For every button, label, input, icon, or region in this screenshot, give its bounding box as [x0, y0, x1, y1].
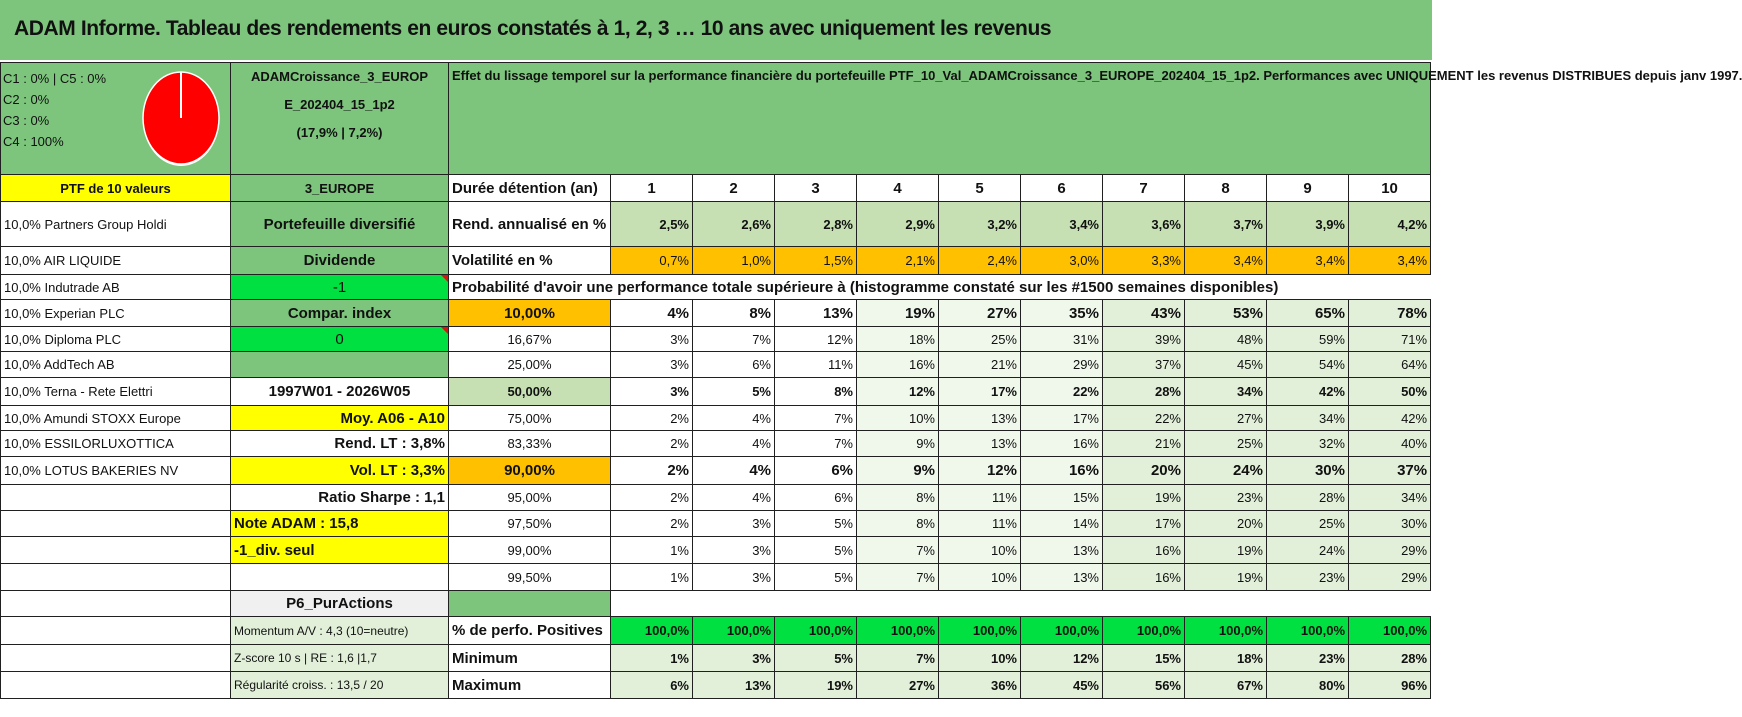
value-cell: 28%: [1349, 645, 1431, 672]
value-cell: 23%: [1185, 485, 1267, 511]
value-cell: 100,0%: [611, 617, 693, 645]
value-cell: 19%: [1185, 564, 1267, 591]
empty-cell: [1, 485, 231, 511]
value-cell: 48%: [1185, 327, 1267, 352]
value-cell: 9%: [857, 431, 939, 457]
returns-table: [0, 62, 1742, 699]
holding-item: 10,0% Experian PLC: [1, 300, 231, 327]
note-label: Note ADAM : 15,8: [231, 511, 449, 537]
legend-c3: C3 : 0%: [3, 112, 50, 128]
empty-cell: [1, 645, 231, 672]
empty-cell: [611, 591, 1431, 617]
empty-cell: [1, 537, 231, 564]
value-cell: 21%: [939, 352, 1021, 378]
empty-cell: [231, 352, 449, 378]
table-row: [1, 300, 1431, 327]
value-cell: 30%: [1349, 511, 1431, 537]
table-row: [1, 327, 1431, 352]
year-header: 9: [1267, 175, 1349, 202]
value-cell: 19%: [1185, 537, 1267, 564]
value-cell: 42%: [1267, 378, 1349, 406]
value-cell: 3%: [693, 511, 775, 537]
compar-value: 0: [231, 327, 449, 352]
value-cell: 21%: [1103, 431, 1185, 457]
value-cell: 6%: [693, 352, 775, 378]
description-cell: Effet du lissage temporel sur la performance financière du portefeuille PTF_10_Val_ADAMCroissance_3_EUROPE_202404_15_1p2. Performances avec UNIQUEMENT les revenus DISTRIBUES depuis janv 1997.: [449, 63, 1431, 175]
value-cell: 16%: [1103, 537, 1185, 564]
value-cell: 100,0%: [775, 617, 857, 645]
value-cell: 65%: [1267, 300, 1349, 327]
value-cell: 10%: [939, 564, 1021, 591]
value-cell: 5%: [775, 564, 857, 591]
moy-label: Moy. A06 - A10: [231, 406, 449, 431]
value-cell: 100,0%: [1021, 617, 1103, 645]
value-cell: 25%: [1185, 431, 1267, 457]
value-cell: 78%: [1349, 300, 1431, 327]
vol-lt-label: Vol. LT : 3,3%: [231, 457, 449, 485]
value-cell: 3,6%: [1103, 202, 1185, 247]
value-cell: 1%: [611, 564, 693, 591]
value-cell: 27%: [857, 672, 939, 699]
table-row: [1, 485, 1431, 511]
value-cell: 67%: [1185, 672, 1267, 699]
value-cell: 16%: [1021, 431, 1103, 457]
value-cell: 20%: [1103, 457, 1185, 485]
allocation-pie-chart: [141, 68, 223, 168]
div-seul-label: -1_div. seul: [231, 537, 449, 564]
value-cell: 13%: [1021, 537, 1103, 564]
value-cell: 37%: [1349, 457, 1431, 485]
year-header: 10: [1349, 175, 1431, 202]
value-cell: 19%: [1103, 485, 1185, 511]
fund-stats: (17,9% | 7,2%): [296, 125, 383, 140]
period-label: 1997W01 - 2026W05: [231, 378, 449, 406]
duration-label: Durée détention (an): [449, 175, 611, 202]
fund-name-cell: [231, 63, 449, 175]
value-cell: 8%: [857, 511, 939, 537]
probability-threshold: 95,00%: [449, 485, 611, 511]
value-cell: 19%: [775, 672, 857, 699]
zscore-label: Z-score 10 s | RE : 1,6 |1,7: [231, 645, 449, 672]
year-header: 2: [693, 175, 775, 202]
value-cell: 100,0%: [939, 617, 1021, 645]
value-cell: 2,5%: [611, 202, 693, 247]
value-cell: 16%: [1021, 457, 1103, 485]
empty-cell: [1, 591, 231, 617]
value-cell: 2,1%: [857, 247, 939, 275]
regularite-label: Régularité croiss. : 13,5 / 20: [231, 672, 449, 699]
probability-threshold: 99,50%: [449, 564, 611, 591]
value-cell: 23%: [1267, 564, 1349, 591]
value-cell: 2%: [611, 511, 693, 537]
holding-item: 10,0% Partners Group Holdi: [1, 202, 231, 247]
value-cell: 1%: [611, 645, 693, 672]
value-cell: 32%: [1267, 431, 1349, 457]
value-cell: 5%: [775, 537, 857, 564]
value-cell: 28%: [1267, 485, 1349, 511]
value-cell: 2%: [611, 457, 693, 485]
value-cell: 34%: [1267, 406, 1349, 431]
value-cell: 25%: [1267, 511, 1349, 537]
value-cell: 14%: [1021, 511, 1103, 537]
value-cell: 1,5%: [775, 247, 857, 275]
value-cell: 3%: [693, 537, 775, 564]
table-row: [1, 275, 1431, 300]
value-cell: 23%: [1267, 645, 1349, 672]
legend-c1-c5: C1 : 0% | C5 : 0%: [3, 70, 107, 86]
value-cell: 7%: [775, 431, 857, 457]
value-cell: 6%: [611, 672, 693, 699]
compar-label: Compar. index: [231, 300, 449, 327]
value-cell: 12%: [857, 378, 939, 406]
value-cell: 31%: [1021, 327, 1103, 352]
value-cell: 4%: [693, 457, 775, 485]
value-cell: 2,8%: [775, 202, 857, 247]
value-cell: 17%: [939, 378, 1021, 406]
value-cell: 24%: [1185, 457, 1267, 485]
value-cell: 96%: [1349, 672, 1431, 699]
value-cell: 37%: [1103, 352, 1185, 378]
value-cell: 71%: [1349, 327, 1431, 352]
value-cell: 7%: [857, 537, 939, 564]
value-cell: 19%: [857, 300, 939, 327]
empty-cell: [449, 591, 611, 617]
value-cell: 3,2%: [939, 202, 1021, 247]
value-cell: 3,9%: [1267, 202, 1349, 247]
value-cell: 2%: [611, 406, 693, 431]
holding-item: 10,0% Indutrade AB: [1, 275, 231, 300]
value-cell: 4%: [693, 485, 775, 511]
value-cell: 59%: [1267, 327, 1349, 352]
value-cell: 17%: [1103, 511, 1185, 537]
probability-threshold: 75,00%: [449, 406, 611, 431]
holding-item: 10,0% Terna - Rete Elettri: [1, 378, 231, 406]
minimum-label: Minimum: [449, 645, 611, 672]
table-row: [1, 175, 1431, 202]
value-cell: 22%: [1021, 378, 1103, 406]
value-cell: 10%: [939, 645, 1021, 672]
value-cell: 34%: [1349, 485, 1431, 511]
dividend-value: -1: [231, 275, 449, 300]
legend-c2: C2 : 0%: [3, 91, 50, 107]
value-cell: 13%: [693, 672, 775, 699]
value-cell: 16%: [1103, 564, 1185, 591]
value-cell: 3,4%: [1267, 247, 1349, 275]
diversified-label: Portefeuille diversifié: [231, 202, 449, 247]
value-cell: 12%: [939, 457, 1021, 485]
table-row: [1, 511, 1431, 537]
fund-name-line2: E_202404_15_1p2: [284, 97, 395, 112]
value-cell: 4,2%: [1349, 202, 1431, 247]
value-cell: 5%: [693, 378, 775, 406]
value-cell: 24%: [1267, 537, 1349, 564]
value-cell: 27%: [1185, 406, 1267, 431]
value-cell: 3,7%: [1185, 202, 1267, 247]
value-cell: 11%: [939, 485, 1021, 511]
allocation-legend-cell: [1, 63, 231, 175]
value-cell: 100,0%: [1185, 617, 1267, 645]
value-cell: 8%: [775, 378, 857, 406]
value-cell: 29%: [1349, 537, 1431, 564]
value-cell: 100,0%: [1103, 617, 1185, 645]
value-cell: 11%: [939, 511, 1021, 537]
maximum-label: Maximum: [449, 672, 611, 699]
value-cell: 100,0%: [1349, 617, 1431, 645]
value-cell: 64%: [1349, 352, 1431, 378]
value-cell: 34%: [1185, 378, 1267, 406]
value-cell: 43%: [1103, 300, 1185, 327]
value-cell: 2,4%: [939, 247, 1021, 275]
year-header: 5: [939, 175, 1021, 202]
value-cell: 3%: [611, 378, 693, 406]
empty-cell: [231, 564, 449, 591]
year-header: 1: [611, 175, 693, 202]
year-header: 6: [1021, 175, 1103, 202]
value-cell: 3%: [611, 352, 693, 378]
fund-name-line1: ADAMCroissance_3_EUROP: [250, 69, 428, 84]
value-cell: 10%: [857, 406, 939, 431]
value-cell: 3,0%: [1021, 247, 1103, 275]
holding-item: 10,0% Amundi STOXX Europe: [1, 406, 231, 431]
value-cell: 7%: [775, 406, 857, 431]
value-cell: 35%: [1021, 300, 1103, 327]
value-cell: 45%: [1021, 672, 1103, 699]
empty-cell: [1, 564, 231, 591]
value-cell: 4%: [693, 406, 775, 431]
table-row: [1, 352, 1431, 378]
value-cell: 13%: [939, 431, 1021, 457]
year-header: 3: [775, 175, 857, 202]
empty-cell: [1, 617, 231, 645]
value-cell: 3%: [611, 327, 693, 352]
table-row: [1, 378, 1431, 406]
momentum-label: Momentum A/V : 4,3 (10=neutre): [231, 617, 449, 645]
table-row: [1, 537, 1431, 564]
value-cell: 36%: [939, 672, 1021, 699]
value-cell: 50%: [1349, 378, 1431, 406]
value-cell: 0,7%: [611, 247, 693, 275]
value-cell: 56%: [1103, 672, 1185, 699]
probability-threshold: 99,00%: [449, 537, 611, 564]
value-cell: 3,4%: [1021, 202, 1103, 247]
probability-threshold: 10,00%: [449, 300, 611, 327]
table-row: [1, 457, 1431, 485]
value-cell: 28%: [1103, 378, 1185, 406]
table-row: [1, 202, 1431, 247]
report-title: ADAM Informe. Tableau des rendements en euros constatés à 1, 2, 3 … 10 ans avec uniquement les revenus: [0, 0, 1432, 60]
table-row: [1, 672, 1431, 699]
table-row: [1, 406, 1431, 431]
value-cell: 9%: [857, 457, 939, 485]
value-cell: 3%: [693, 564, 775, 591]
holding-item: 10,0% AIR LIQUIDE: [1, 247, 231, 275]
sharpe-label: Ratio Sharpe : 1,1: [231, 485, 449, 511]
value-cell: 18%: [857, 327, 939, 352]
probability-label: Probabilité d'avoir une performance totale supérieure à (histogramme constaté sur les #1500 semaines disponibles): [449, 275, 1431, 300]
holding-item: 10,0% LOTUS BAKERIES NV: [1, 457, 231, 485]
value-cell: 40%: [1349, 431, 1431, 457]
probability-threshold: 97,50%: [449, 511, 611, 537]
table-row: [1, 431, 1431, 457]
value-cell: 5%: [775, 645, 857, 672]
value-cell: 4%: [693, 431, 775, 457]
probability-threshold: 50,00%: [449, 378, 611, 406]
table-row: [1, 247, 1431, 275]
empty-cell: [1, 672, 231, 699]
value-cell: 8%: [857, 485, 939, 511]
value-cell: 13%: [939, 406, 1021, 431]
value-cell: 53%: [1185, 300, 1267, 327]
table-row: [1, 591, 1431, 617]
value-cell: 25%: [939, 327, 1021, 352]
probability-threshold: 25,00%: [449, 352, 611, 378]
value-cell: 10%: [939, 537, 1021, 564]
rend-lt-label: Rend. LT : 3,8%: [231, 431, 449, 457]
value-cell: 7%: [693, 327, 775, 352]
table-row: [1, 617, 1431, 645]
year-header: 4: [857, 175, 939, 202]
probability-threshold: 16,67%: [449, 327, 611, 352]
value-cell: 6%: [775, 485, 857, 511]
value-cell: 39%: [1103, 327, 1185, 352]
value-cell: 6%: [775, 457, 857, 485]
value-cell: 7%: [857, 564, 939, 591]
value-cell: 30%: [1267, 457, 1349, 485]
value-cell: 2%: [611, 431, 693, 457]
value-cell: 11%: [775, 352, 857, 378]
year-header: 7: [1103, 175, 1185, 202]
positive-label: % de perfo. Positives: [449, 617, 611, 645]
holding-item: 10,0% ESSILORLUXOTTICA: [1, 431, 231, 457]
value-cell: 3,3%: [1103, 247, 1185, 275]
value-cell: 7%: [857, 645, 939, 672]
rend-label: Rend. annualisé en %: [449, 202, 611, 247]
legend-c4: C4 : 100%: [3, 133, 64, 149]
value-cell: 100,0%: [693, 617, 775, 645]
probability-threshold: 83,33%: [449, 431, 611, 457]
p6-label: P6_PurActions: [231, 591, 449, 617]
value-cell: 18%: [1185, 645, 1267, 672]
probability-threshold: 90,00%: [449, 457, 611, 485]
value-cell: 1,0%: [693, 247, 775, 275]
table-row: [1, 564, 1431, 591]
value-cell: 2%: [611, 485, 693, 511]
value-cell: 100,0%: [857, 617, 939, 645]
holding-item: 10,0% Diploma PLC: [1, 327, 231, 352]
value-cell: 13%: [775, 300, 857, 327]
value-cell: 27%: [939, 300, 1021, 327]
value-cell: 22%: [1103, 406, 1185, 431]
region-label: 3_EUROPE: [231, 175, 449, 202]
dividend-label: Dividende: [231, 247, 449, 275]
value-cell: 3,4%: [1349, 247, 1431, 275]
value-cell: 16%: [857, 352, 939, 378]
value-cell: 5%: [775, 511, 857, 537]
value-cell: 1%: [611, 537, 693, 564]
value-cell: 29%: [1021, 352, 1103, 378]
empty-cell: [1, 511, 231, 537]
value-cell: 8%: [693, 300, 775, 327]
value-cell: 17%: [1021, 406, 1103, 431]
value-cell: 12%: [775, 327, 857, 352]
ptf-label: PTF de 10 valeurs: [1, 175, 231, 202]
holding-item: 10,0% AddTech AB: [1, 352, 231, 378]
value-cell: 54%: [1267, 352, 1349, 378]
value-cell: 15%: [1103, 645, 1185, 672]
value-cell: 2,6%: [693, 202, 775, 247]
value-cell: 15%: [1021, 485, 1103, 511]
value-cell: 100,0%: [1267, 617, 1349, 645]
vol-label: Volatilité en %: [449, 247, 611, 275]
value-cell: 42%: [1349, 406, 1431, 431]
value-cell: 45%: [1185, 352, 1267, 378]
value-cell: 4%: [611, 300, 693, 327]
year-header: 8: [1185, 175, 1267, 202]
value-cell: 12%: [1021, 645, 1103, 672]
value-cell: 3,4%: [1185, 247, 1267, 275]
value-cell: 2,9%: [857, 202, 939, 247]
value-cell: 13%: [1021, 564, 1103, 591]
table-row: [1, 645, 1431, 672]
value-cell: 3%: [693, 645, 775, 672]
value-cell: 80%: [1267, 672, 1349, 699]
value-cell: 20%: [1185, 511, 1267, 537]
value-cell: 29%: [1349, 564, 1431, 591]
